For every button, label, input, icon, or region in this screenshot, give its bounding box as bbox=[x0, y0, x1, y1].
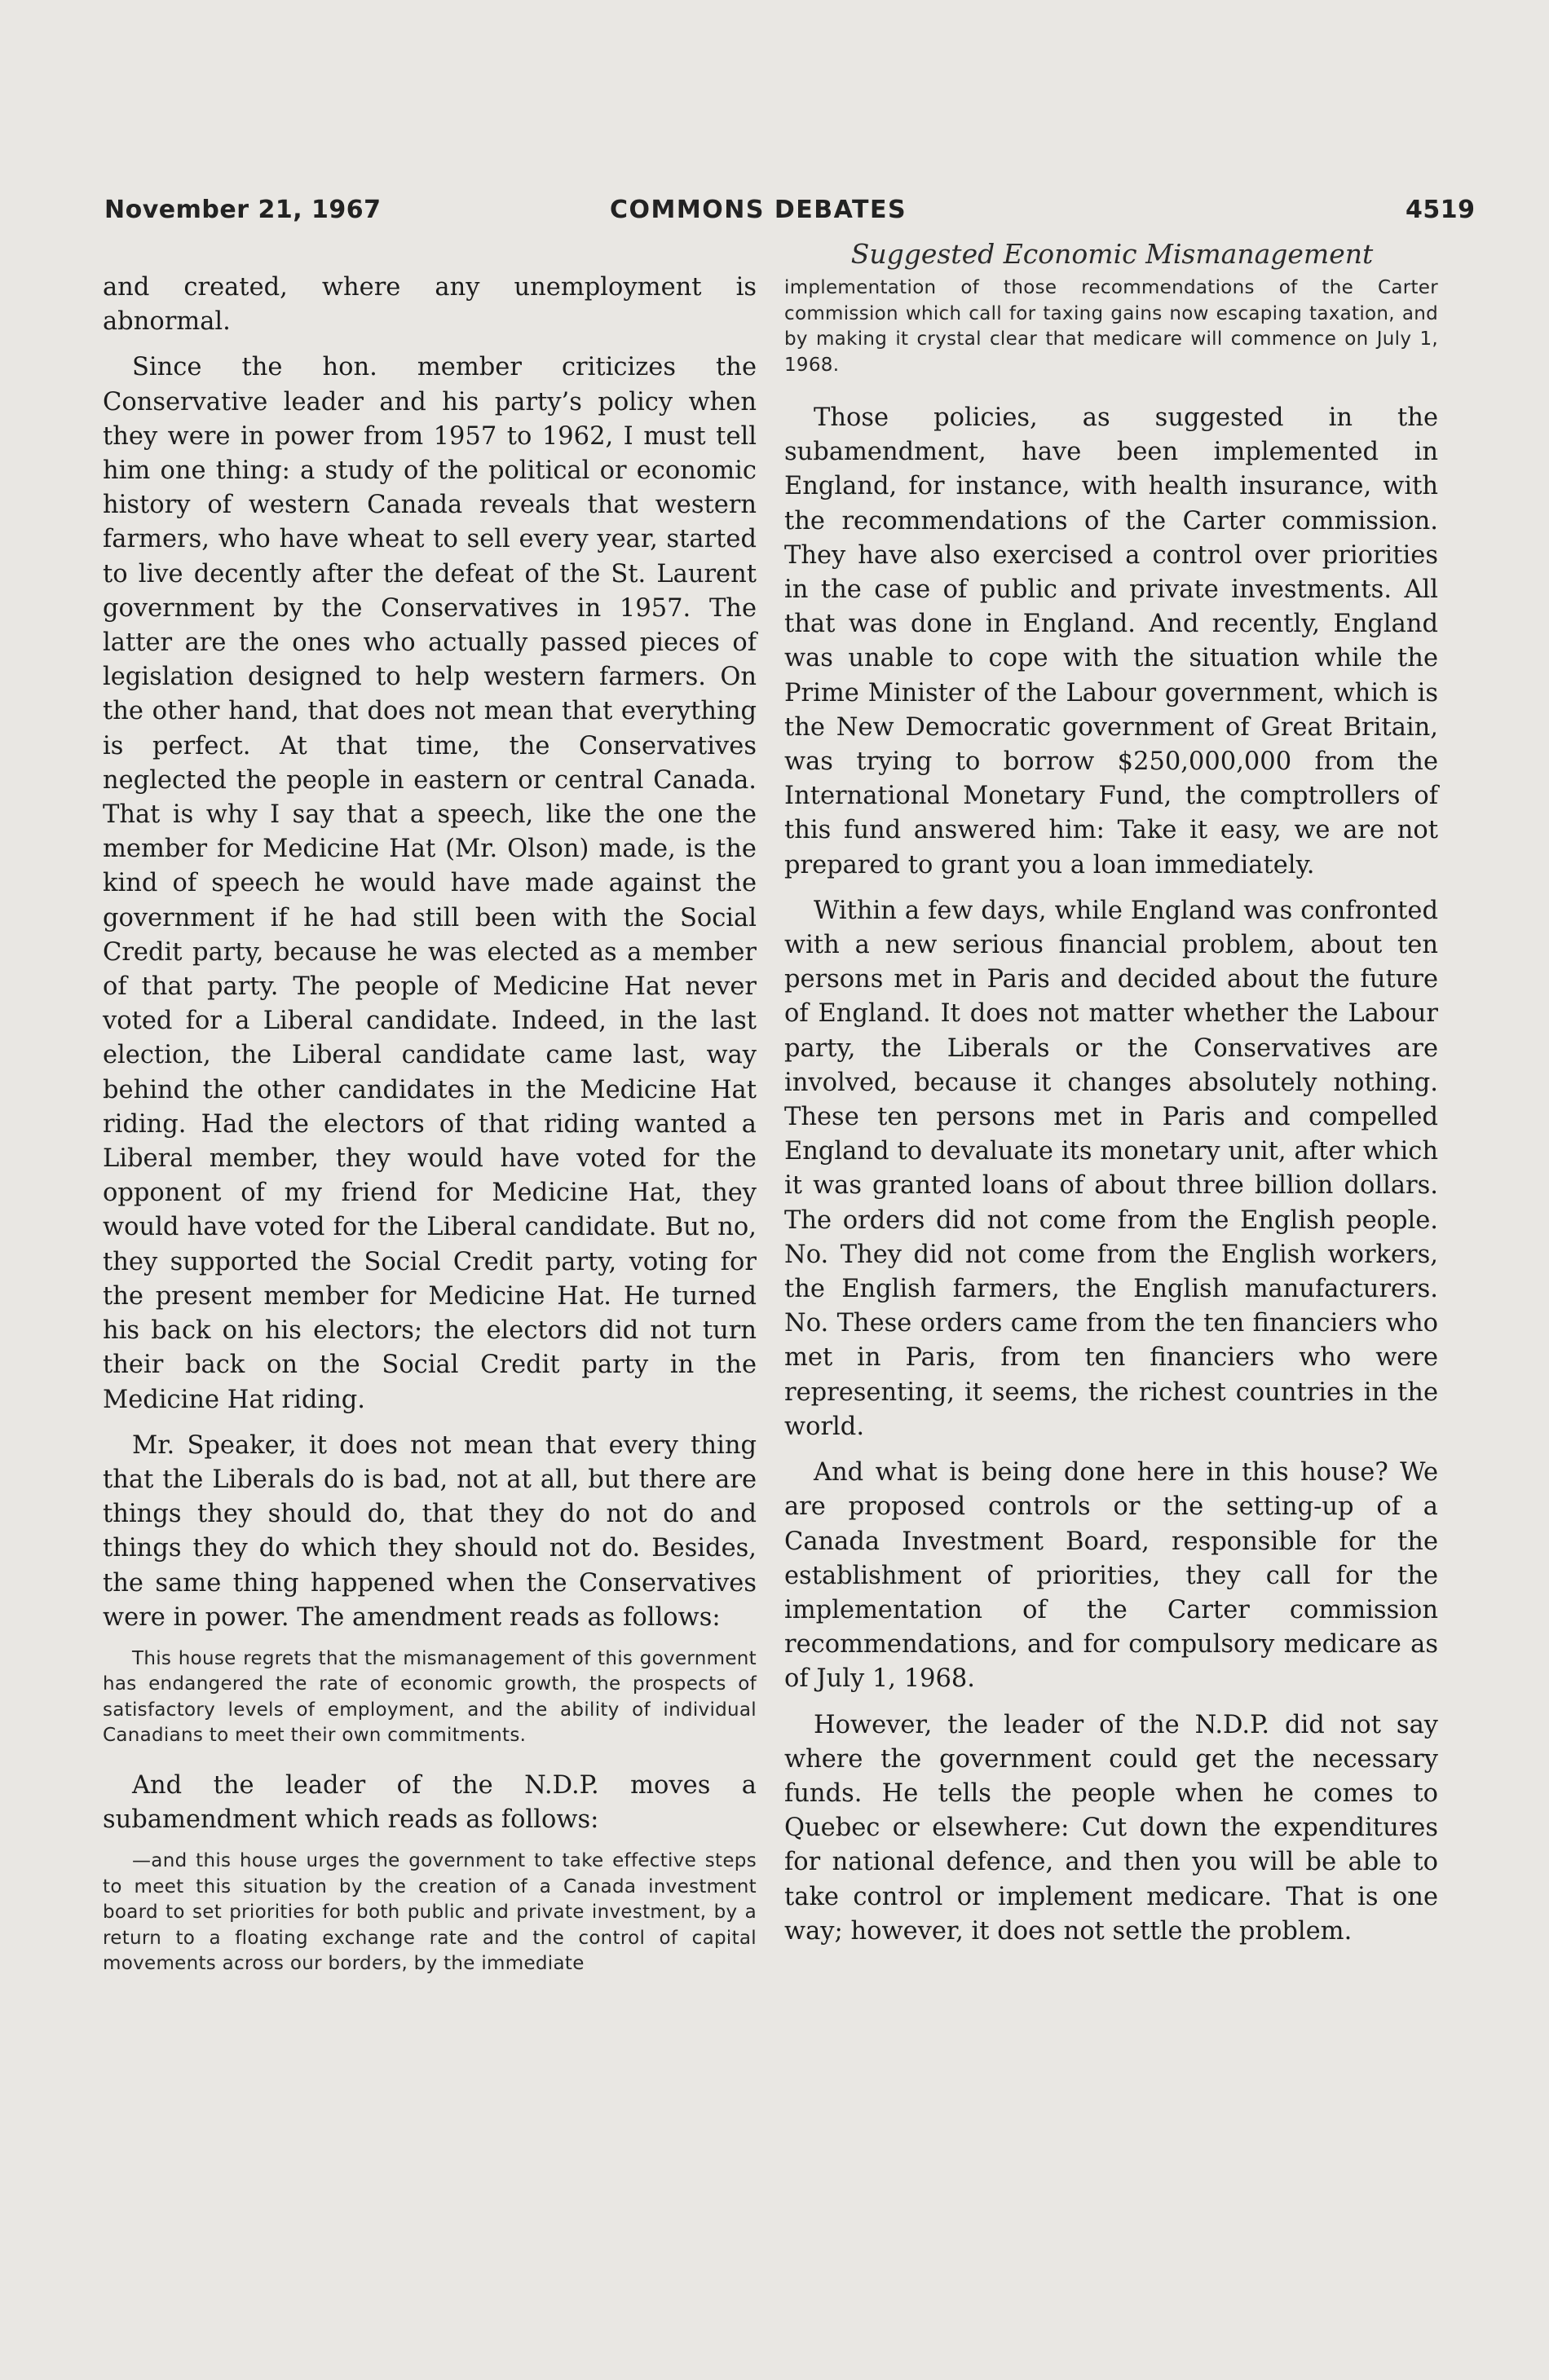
subamendment-quote: —and this house urges the government to take effective steps to meet this situation by the creation of a Canada investment board to set priorities for both public and private investment, by a return to a floating exchange rate and the control of capital movements across our borders, by the immediate bbox=[103, 1850, 757, 1975]
left-column bbox=[103, 271, 757, 1997]
page-number: 4519 bbox=[1406, 196, 1476, 224]
paragraph: Those policies, as suggested in the subamendment, have been implemented in England, for instance, with health insurance, with the recommendations of the Carter commission. They have also exercised a control over priorities in the case of public and private investments. All that was done in England. And recently, England was unable to cope with the situation while the Prime Minister of the Labour government, which is the New Democratic government of Great Britain, was trying to borrow $250,000,000 from the International Monetary Fund, the comptrollers of this fund answered him: Take it easy, we are not prepared to grant you a loan immediately. bbox=[784, 403, 1438, 879]
paragraph: and created, where any unemployment is abnormal. bbox=[103, 273, 757, 337]
paragraph: Within a few days, while England was confronted with a new serious financial problem, about ten persons met in Paris and decided about the future of England. It does not matter whether the Labour party, the Liberals or the Conservatives are involved, because it changes absolutely nothing. These ten persons met in Paris and compelled England to devaluate its monetary unit, after which it was granted loans of about three billion dollars. The orders did not come from the English people. No. They did not come from the English workers, the English farmers, the English manufacturers. No. These orders came from the ten financiers who met in Paris, from ten financiers who were representing, it seems, the richest countries in the world. bbox=[784, 896, 1438, 1441]
header-title: COMMONS DEBATES bbox=[610, 196, 907, 224]
paragraph: Mr. Speaker, it does not mean that every thing that the Liberals do is bad, not at all, but there are things they should do, that they do not do and things they do which they should not do. Besides, the same thing happened when the Conservatives were in power. The amendment reads as follows: bbox=[103, 1430, 757, 1632]
section-subhead: Suggested Economic Mismanagement bbox=[850, 238, 1374, 270]
paragraph: However, the leader of the N.D.P. did not say where the government could get the necessary funds. He tells the people when he comes to Quebec or elsewhere: Cut down the expenditures for national defence, and then you will be able to take control or implement medicare. That is one way; however, it does not settle the problem. bbox=[784, 1710, 1438, 1946]
amendment-quote: This house regrets that the mismanagement of this government has endangered the rate of economic growth, the prospects of satisfactory levels of employment, and the ability of individual Canadians to meet their own commitments. bbox=[103, 1647, 757, 1747]
header-date: November 21, 1967 bbox=[104, 196, 382, 224]
subamendment-quote-continued: implementation of those recommendations of the Carter commission which call for taxing gains now escaping taxation, and by making it crystal clear that medicare will commence on July 1, 1968. bbox=[784, 277, 1438, 376]
paragraph: Since the hon. member criticizes the Conservative leader and his party’s policy when they were in power from 1957 to 1962, I must tell him one thing: a study of the political or economic history of western Canada reveals that western farmers, who have wheat to sell every year, started to live decently after the defeat of the St. Laurent government by the Conservatives in 1957. The latter are the ones who actually passed pieces of legislation designed to help western farmers. On the other hand, that does not mean that everything is perfect. At that time, the Conservatives neglected the people in eastern or central Canada. That is why I say that a speech, like the one the member for Medicine Hat (Mr. Olson) made, is the kind of speech he would have made against the government if he had still been with the Social Credit party, because he was elected as a member of that party. The people of Medicine Hat never voted for a Liberal candidate. Indeed, in the last election, the Liberal candidate came last, way behind the other candidates in the Medicine Hat riding. Had the electors of that riding wanted a Liberal member, they would have voted for the opponent of my friend for Medicine Hat, they would have voted for the Liberal candidate. But no, they supported the Social Credit party, voting for the present member for Medicine Hat. He turned his back on his electors; the electors did not turn their back on the Social Credit party in the Medicine Hat riding. bbox=[103, 353, 757, 1414]
right-column bbox=[784, 271, 1438, 1960]
paragraph: And what is being done here in this house? We are proposed controls or the setting-up of a Canada Investment Board, responsible for the establishment of priorities, they call for the implementation of the Carter commission recommendations, and for compulsory medicare as of July 1, 1968. bbox=[784, 1458, 1438, 1694]
paragraph: And the leader of the N.D.P. moves a subamendment which reads as follows: bbox=[103, 1770, 757, 1835]
